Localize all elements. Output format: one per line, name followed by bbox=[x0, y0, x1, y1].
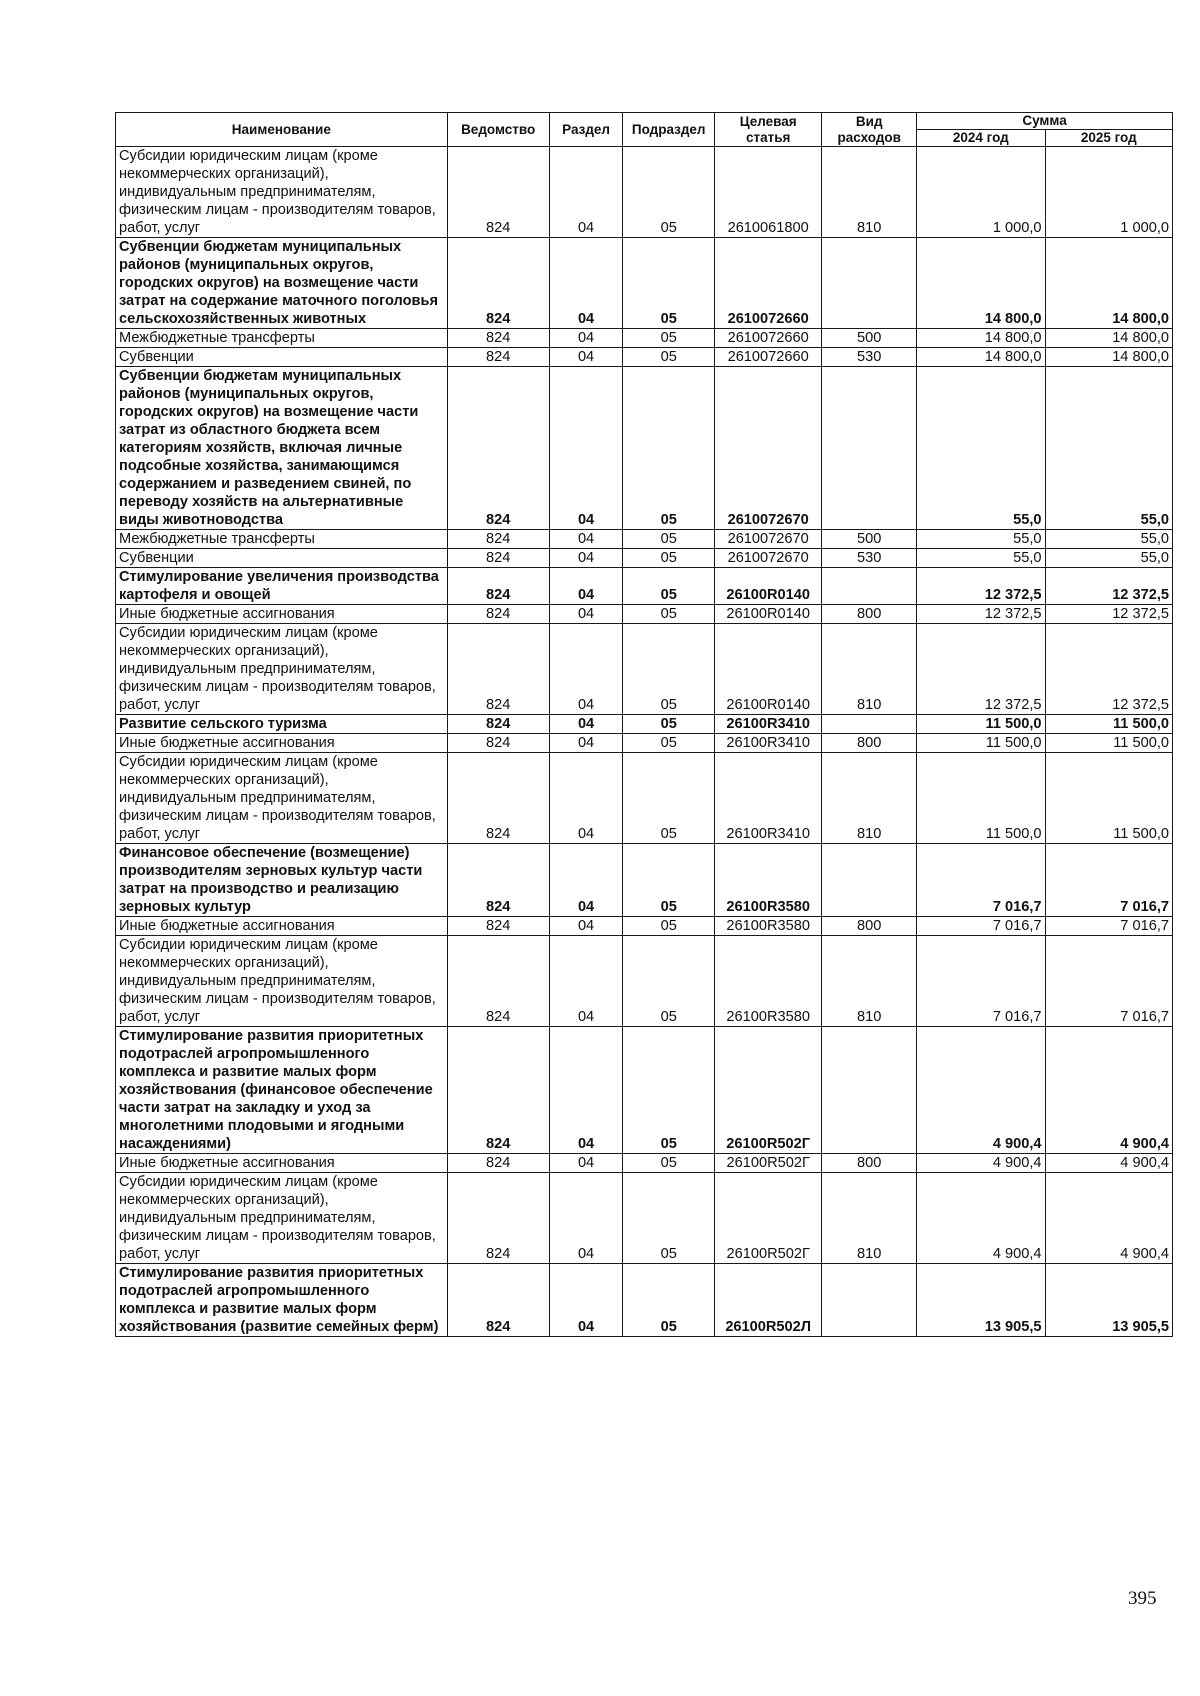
cell-exp-type: 500 bbox=[822, 530, 917, 549]
cell-2024: 4 900,4 bbox=[917, 1154, 1045, 1173]
cell-name: Субсидии юридическим лицам (кроме некоммерческих организаций), индивидуальным предпринимателям, физическим лицам - производителям товаров, работ, услуг bbox=[116, 753, 448, 844]
table-row bbox=[116, 936, 1173, 1027]
table-row bbox=[116, 1154, 1173, 1173]
cell-2024: 4 900,4 bbox=[917, 1027, 1045, 1154]
cell-target: 26100R3580 bbox=[714, 844, 821, 917]
cell-subsection: 05 bbox=[623, 348, 715, 367]
cell-2025: 11 500,0 bbox=[1045, 715, 1172, 734]
cell-target: 26100R502Г bbox=[714, 1154, 821, 1173]
cell-dept: 824 bbox=[447, 530, 549, 549]
cell-exp-type: 500 bbox=[822, 329, 917, 348]
header-name: Наименование bbox=[116, 113, 448, 147]
cell-exp-type: 810 bbox=[822, 147, 917, 238]
table-row bbox=[116, 917, 1173, 936]
cell-subsection: 05 bbox=[623, 367, 715, 530]
cell-subsection: 05 bbox=[623, 530, 715, 549]
cell-section: 04 bbox=[549, 1173, 623, 1264]
cell-name: Развитие сельского туризма bbox=[116, 715, 448, 734]
cell-target: 26100R3580 bbox=[714, 917, 821, 936]
page-number: 395 bbox=[1128, 1588, 1157, 1609]
cell-name: Стимулирование развития приоритетных подотраслей агропромышленного комплекса и развитие малых форм хозяйствования (финансовое обеспечение части затрат на закладку и уход за многолетними плодовыми и ягодными насаждениями) bbox=[116, 1027, 448, 1154]
cell-section: 04 bbox=[549, 530, 623, 549]
cell-exp-type: 530 bbox=[822, 549, 917, 568]
cell-name: Субсидии юридическим лицам (кроме некоммерческих организаций), индивидуальным предпринимателям, физическим лицам - производителям товаров, работ, услуг bbox=[116, 147, 448, 238]
header-2024: 2024 год bbox=[917, 130, 1045, 147]
cell-name: Субсидии юридическим лицам (кроме некоммерческих организаций), индивидуальным предпринимателям, физическим лицам - производителям товаров, работ, услуг bbox=[116, 1173, 448, 1264]
cell-dept: 824 bbox=[447, 715, 549, 734]
cell-2024: 55,0 bbox=[917, 549, 1045, 568]
cell-2025: 11 500,0 bbox=[1045, 734, 1172, 753]
cell-exp-type: 800 bbox=[822, 1154, 917, 1173]
cell-subsection: 05 bbox=[623, 753, 715, 844]
cell-exp-type bbox=[822, 715, 917, 734]
cell-2025: 55,0 bbox=[1045, 549, 1172, 568]
table-row bbox=[116, 329, 1173, 348]
cell-2025: 12 372,5 bbox=[1045, 605, 1172, 624]
cell-exp-type: 800 bbox=[822, 917, 917, 936]
header-2025: 2025 год bbox=[1045, 130, 1172, 147]
cell-subsection: 05 bbox=[623, 1264, 715, 1337]
cell-exp-type bbox=[822, 1027, 917, 1154]
cell-name: Финансовое обеспечение (возмещение) производителям зерновых культур части затрат на производство и реализацию зерновых культур bbox=[116, 844, 448, 917]
cell-dept: 824 bbox=[447, 936, 549, 1027]
cell-2024: 12 372,5 bbox=[917, 568, 1045, 605]
cell-2024: 7 016,7 bbox=[917, 936, 1045, 1027]
cell-subsection: 05 bbox=[623, 147, 715, 238]
cell-subsection: 05 bbox=[623, 715, 715, 734]
table-row bbox=[116, 605, 1173, 624]
cell-exp-type bbox=[822, 238, 917, 329]
header-exp-type: Вид расходов bbox=[822, 113, 917, 147]
cell-subsection: 05 bbox=[623, 624, 715, 715]
cell-2024: 12 372,5 bbox=[917, 605, 1045, 624]
cell-subsection: 05 bbox=[623, 549, 715, 568]
header-sum: Сумма bbox=[917, 113, 1173, 130]
cell-exp-type: 530 bbox=[822, 348, 917, 367]
cell-exp-type bbox=[822, 568, 917, 605]
cell-dept: 824 bbox=[447, 624, 549, 715]
cell-2025: 55,0 bbox=[1045, 367, 1172, 530]
cell-name: Субвенции bbox=[116, 348, 448, 367]
cell-target: 26100R0140 bbox=[714, 568, 821, 605]
cell-subsection: 05 bbox=[623, 936, 715, 1027]
cell-section: 04 bbox=[549, 624, 623, 715]
table-row bbox=[116, 238, 1173, 329]
cell-dept: 824 bbox=[447, 549, 549, 568]
cell-section: 04 bbox=[549, 1154, 623, 1173]
table-row bbox=[116, 844, 1173, 917]
cell-exp-type: 810 bbox=[822, 753, 917, 844]
cell-2024: 11 500,0 bbox=[917, 734, 1045, 753]
cell-exp-type bbox=[822, 844, 917, 917]
cell-target: 26100R3410 bbox=[714, 753, 821, 844]
table-row bbox=[116, 530, 1173, 549]
cell-2024: 55,0 bbox=[917, 367, 1045, 530]
cell-target: 2610061800 bbox=[714, 147, 821, 238]
cell-section: 04 bbox=[549, 568, 623, 605]
header-section: Раздел bbox=[549, 113, 623, 147]
table-row bbox=[116, 1173, 1173, 1264]
cell-section: 04 bbox=[549, 147, 623, 238]
cell-subsection: 05 bbox=[623, 1173, 715, 1264]
cell-2025: 13 905,5 bbox=[1045, 1264, 1172, 1337]
cell-2025: 11 500,0 bbox=[1045, 753, 1172, 844]
cell-2025: 4 900,4 bbox=[1045, 1154, 1172, 1173]
table-row bbox=[116, 367, 1173, 530]
cell-dept: 824 bbox=[447, 238, 549, 329]
table-row bbox=[116, 1027, 1173, 1154]
cell-name: Межбюджетные трансферты bbox=[116, 530, 448, 549]
cell-2025: 1 000,0 bbox=[1045, 147, 1172, 238]
cell-dept: 824 bbox=[447, 917, 549, 936]
cell-2024: 55,0 bbox=[917, 530, 1045, 549]
cell-section: 04 bbox=[549, 917, 623, 936]
table-row bbox=[116, 549, 1173, 568]
header-dept: Ведомство bbox=[447, 113, 549, 147]
cell-target: 26100R3410 bbox=[714, 734, 821, 753]
cell-target: 2610072670 bbox=[714, 530, 821, 549]
cell-subsection: 05 bbox=[623, 238, 715, 329]
cell-target: 26100R502Г bbox=[714, 1173, 821, 1264]
cell-2024: 7 016,7 bbox=[917, 844, 1045, 917]
cell-subsection: 05 bbox=[623, 1027, 715, 1154]
table-row bbox=[116, 753, 1173, 844]
cell-exp-type: 810 bbox=[822, 936, 917, 1027]
table-row bbox=[116, 147, 1173, 238]
cell-section: 04 bbox=[549, 367, 623, 530]
cell-2025: 55,0 bbox=[1045, 530, 1172, 549]
cell-2025: 12 372,5 bbox=[1045, 568, 1172, 605]
cell-dept: 824 bbox=[447, 734, 549, 753]
cell-target: 26100R502Л bbox=[714, 1264, 821, 1337]
cell-target: 26100R0140 bbox=[714, 605, 821, 624]
table-row bbox=[116, 1264, 1173, 1337]
cell-subsection: 05 bbox=[623, 917, 715, 936]
cell-dept: 824 bbox=[447, 367, 549, 530]
cell-dept: 824 bbox=[447, 568, 549, 605]
cell-name: Стимулирование увеличения производства картофеля и овощей bbox=[116, 568, 448, 605]
cell-target: 2610072660 bbox=[714, 348, 821, 367]
cell-2025: 14 800,0 bbox=[1045, 238, 1172, 329]
cell-dept: 824 bbox=[447, 1154, 549, 1173]
cell-exp-type: 800 bbox=[822, 734, 917, 753]
cell-2025: 14 800,0 bbox=[1045, 348, 1172, 367]
cell-2024: 14 800,0 bbox=[917, 348, 1045, 367]
header-target: Целевая статья bbox=[714, 113, 821, 147]
cell-exp-type bbox=[822, 367, 917, 530]
cell-name: Субсидии юридическим лицам (кроме некоммерческих организаций), индивидуальным предпринимателям, физическим лицам - производителям товаров, работ, услуг bbox=[116, 624, 448, 715]
cell-name: Субвенции бюджетам муниципальных районов (муниципальных округов, городских округов) на возмещение части затрат на содержание маточного поголовья сельскохозяйственных животных bbox=[116, 238, 448, 329]
table-row bbox=[116, 715, 1173, 734]
cell-2024: 11 500,0 bbox=[917, 753, 1045, 844]
cell-dept: 824 bbox=[447, 1173, 549, 1264]
cell-2025: 7 016,7 bbox=[1045, 936, 1172, 1027]
cell-dept: 824 bbox=[447, 348, 549, 367]
cell-exp-type: 810 bbox=[822, 1173, 917, 1264]
cell-section: 04 bbox=[549, 844, 623, 917]
header-row bbox=[116, 113, 1173, 130]
cell-dept: 824 bbox=[447, 753, 549, 844]
cell-2024: 4 900,4 bbox=[917, 1173, 1045, 1264]
cell-name: Стимулирование развития приоритетных подотраслей агропромышленного комплекса и развитие малых форм хозяйствования (развитие семейных ферм) bbox=[116, 1264, 448, 1337]
cell-2024: 14 800,0 bbox=[917, 238, 1045, 329]
cell-2025: 12 372,5 bbox=[1045, 624, 1172, 715]
cell-dept: 824 bbox=[447, 329, 549, 348]
cell-target: 2610072660 bbox=[714, 329, 821, 348]
cell-name: Субсидии юридическим лицам (кроме некоммерческих организаций), индивидуальным предпринимателям, физическим лицам - производителям товаров, работ, услуг bbox=[116, 936, 448, 1027]
cell-2025: 4 900,4 bbox=[1045, 1027, 1172, 1154]
cell-section: 04 bbox=[549, 605, 623, 624]
cell-name: Иные бюджетные ассигнования bbox=[116, 1154, 448, 1173]
cell-subsection: 05 bbox=[623, 568, 715, 605]
cell-dept: 824 bbox=[447, 844, 549, 917]
cell-dept: 824 bbox=[447, 1027, 549, 1154]
cell-target: 26100R0140 bbox=[714, 624, 821, 715]
cell-subsection: 05 bbox=[623, 844, 715, 917]
cell-2025: 7 016,7 bbox=[1045, 917, 1172, 936]
cell-name: Субвенции бюджетам муниципальных районов (муниципальных округов, городских округов) на возмещение части затрат из областного бюджета всем категориям хозяйств, включая личные подсобные хозяйства, занимающимся содержанием и разведением свиней, по переводу хозяйств на альтернативные виды животноводства bbox=[116, 367, 448, 530]
cell-2025: 7 016,7 bbox=[1045, 844, 1172, 917]
cell-dept: 824 bbox=[447, 605, 549, 624]
cell-exp-type: 800 bbox=[822, 605, 917, 624]
cell-subsection: 05 bbox=[623, 1154, 715, 1173]
cell-2024: 7 016,7 bbox=[917, 917, 1045, 936]
table-row bbox=[116, 348, 1173, 367]
cell-dept: 824 bbox=[447, 147, 549, 238]
cell-subsection: 05 bbox=[623, 605, 715, 624]
cell-target: 26100R3580 bbox=[714, 936, 821, 1027]
cell-section: 04 bbox=[549, 734, 623, 753]
table-row bbox=[116, 734, 1173, 753]
cell-section: 04 bbox=[549, 753, 623, 844]
cell-2024: 13 905,5 bbox=[917, 1264, 1045, 1337]
cell-section: 04 bbox=[549, 549, 623, 568]
cell-target: 2610072670 bbox=[714, 549, 821, 568]
cell-name: Субвенции bbox=[116, 549, 448, 568]
cell-section: 04 bbox=[549, 715, 623, 734]
budget-table bbox=[115, 112, 1173, 1337]
cell-name: Межбюджетные трансферты bbox=[116, 329, 448, 348]
cell-name: Иные бюджетные ассигнования bbox=[116, 917, 448, 936]
cell-section: 04 bbox=[549, 1027, 623, 1154]
cell-exp-type: 810 bbox=[822, 624, 917, 715]
header-subsection: Подраздел bbox=[623, 113, 715, 147]
cell-subsection: 05 bbox=[623, 734, 715, 753]
cell-section: 04 bbox=[549, 1264, 623, 1337]
cell-target: 26100R3410 bbox=[714, 715, 821, 734]
cell-name: Иные бюджетные ассигнования bbox=[116, 605, 448, 624]
cell-section: 04 bbox=[549, 329, 623, 348]
cell-target: 2610072670 bbox=[714, 367, 821, 530]
cell-2024: 14 800,0 bbox=[917, 329, 1045, 348]
table-row bbox=[116, 568, 1173, 605]
cell-exp-type bbox=[822, 1264, 917, 1337]
cell-section: 04 bbox=[549, 936, 623, 1027]
table-row bbox=[116, 624, 1173, 715]
cell-target: 26100R502Г bbox=[714, 1027, 821, 1154]
cell-dept: 824 bbox=[447, 1264, 549, 1337]
cell-2025: 4 900,4 bbox=[1045, 1173, 1172, 1264]
cell-2024: 1 000,0 bbox=[917, 147, 1045, 238]
cell-name: Иные бюджетные ассигнования bbox=[116, 734, 448, 753]
cell-2024: 12 372,5 bbox=[917, 624, 1045, 715]
cell-section: 04 bbox=[549, 238, 623, 329]
cell-section: 04 bbox=[549, 348, 623, 367]
cell-target: 2610072660 bbox=[714, 238, 821, 329]
cell-subsection: 05 bbox=[623, 329, 715, 348]
cell-2025: 14 800,0 bbox=[1045, 329, 1172, 348]
table-body bbox=[116, 147, 1173, 1337]
cell-2024: 11 500,0 bbox=[917, 715, 1045, 734]
